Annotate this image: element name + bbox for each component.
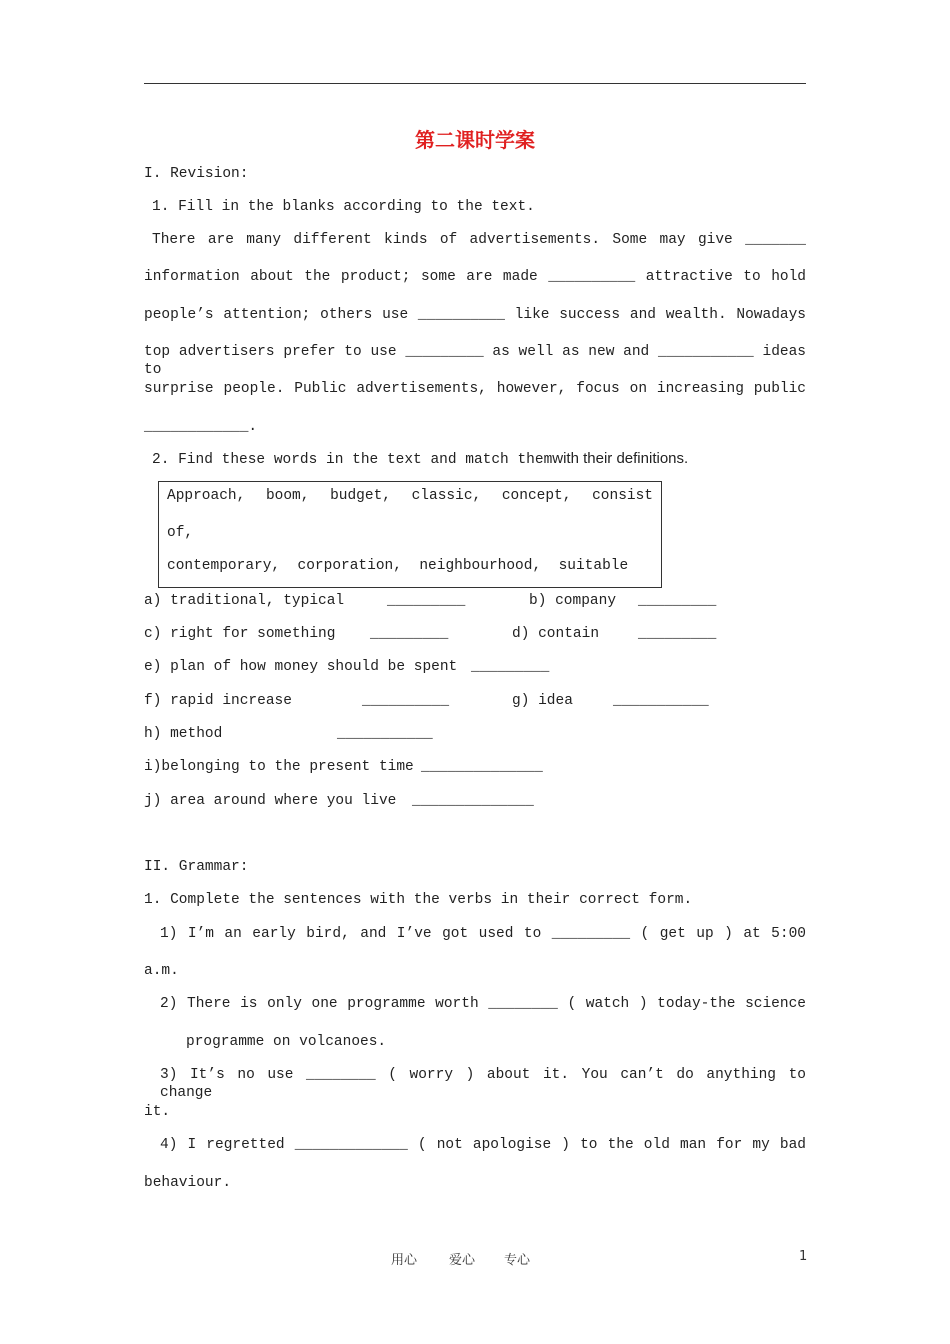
- footer-word-1: 用心: [391, 1253, 418, 1268]
- word-box-line-3: contemporary, corporation, neighbourhood, suitable: [167, 558, 629, 574]
- definition-e: e) plan of how money should be spent: [144, 659, 458, 675]
- task-complete-sentences: 1. Complete the sentences with the verbs in their correct form.: [144, 892, 693, 908]
- blank-c: _________: [370, 626, 449, 642]
- footer-word-3: 专心: [504, 1253, 531, 1268]
- word-box-line-1: Approach, boom, budget, classic, concept, consist: [167, 488, 653, 504]
- sentence-1-line-1: 1) I’m an early bird, and I’ve got used to _________ ( get up ) at 5:00: [160, 926, 806, 942]
- task-match-words-mono: 2. Find these words in the text and match them: [152, 452, 553, 468]
- task-match-words-sans: with their definitions.: [552, 450, 689, 467]
- section-heading-grammar: II. Grammar:: [144, 859, 249, 875]
- definition-a: a) traditional, typical: [144, 593, 345, 609]
- section-heading-revision: I. Revision:: [144, 166, 249, 182]
- sentence-2-line-1: 2) There is only one programme worth ________ ( watch ) today-the science: [160, 996, 806, 1012]
- header-rule: [144, 83, 806, 84]
- definition-c: c) right for something: [144, 626, 336, 642]
- blank-i: ______________: [421, 759, 543, 775]
- sentence-3-line-2: it.: [144, 1104, 171, 1120]
- paragraph-line-6: ____________.: [144, 419, 258, 435]
- blank-e: _________: [471, 659, 550, 675]
- definition-i: i)belonging to the present time: [144, 759, 414, 775]
- definition-j: j) area around where you live: [144, 793, 397, 809]
- blank-f: __________: [362, 693, 450, 709]
- paragraph-line-3: people’s attention; others use __________ like success and wealth. Nowadays: [144, 307, 806, 323]
- paragraph-line-1: There are many different kinds of advertisements. Some may give _______: [152, 232, 806, 248]
- task-fill-blanks: 1. Fill in the blanks according to the text.: [152, 199, 535, 215]
- blank-j: ______________: [412, 793, 534, 809]
- definition-g: g) idea: [512, 693, 573, 709]
- task-match-words: [152, 450, 688, 469]
- paragraph-line-4: top advertisers prefer to use _________ as well as new and ___________ ideas to: [144, 344, 806, 378]
- word-box: [158, 481, 662, 588]
- sentence-4-line-1: 4) I regretted _____________ ( not apologise ) to the old man for my bad: [160, 1137, 806, 1153]
- paragraph-line-5: surprise people. Public advertisements, however, focus on increasing public: [144, 381, 806, 397]
- blank-a: _________: [387, 593, 466, 609]
- sentence-4-line-2: behaviour.: [144, 1175, 232, 1191]
- sentence-3-line-1: 3) It’s no use ________ ( worry ) about it. You can’t do anything to change: [160, 1067, 806, 1101]
- sentence-2-line-2: programme on volcanoes.: [186, 1034, 387, 1050]
- blank-d: _________: [638, 626, 717, 642]
- page-number: 1: [799, 1249, 808, 1264]
- definition-h: h) method: [144, 726, 223, 742]
- word-box-line-2: of,: [167, 525, 194, 541]
- blank-b: _________: [638, 593, 717, 609]
- page-title: 第二课时学案: [415, 128, 535, 152]
- blank-g: ___________: [613, 693, 709, 709]
- definition-b: b) company: [529, 593, 617, 609]
- sentence-1-line-2: a.m.: [144, 963, 179, 979]
- definition-f: f) rapid increase: [144, 693, 292, 709]
- footer-word-2: 爱心: [449, 1253, 476, 1268]
- paragraph-line-2: information about the product; some are made __________ attractive to hold: [144, 269, 806, 285]
- definition-d: d) contain: [512, 626, 600, 642]
- blank-h: ___________: [337, 726, 433, 742]
